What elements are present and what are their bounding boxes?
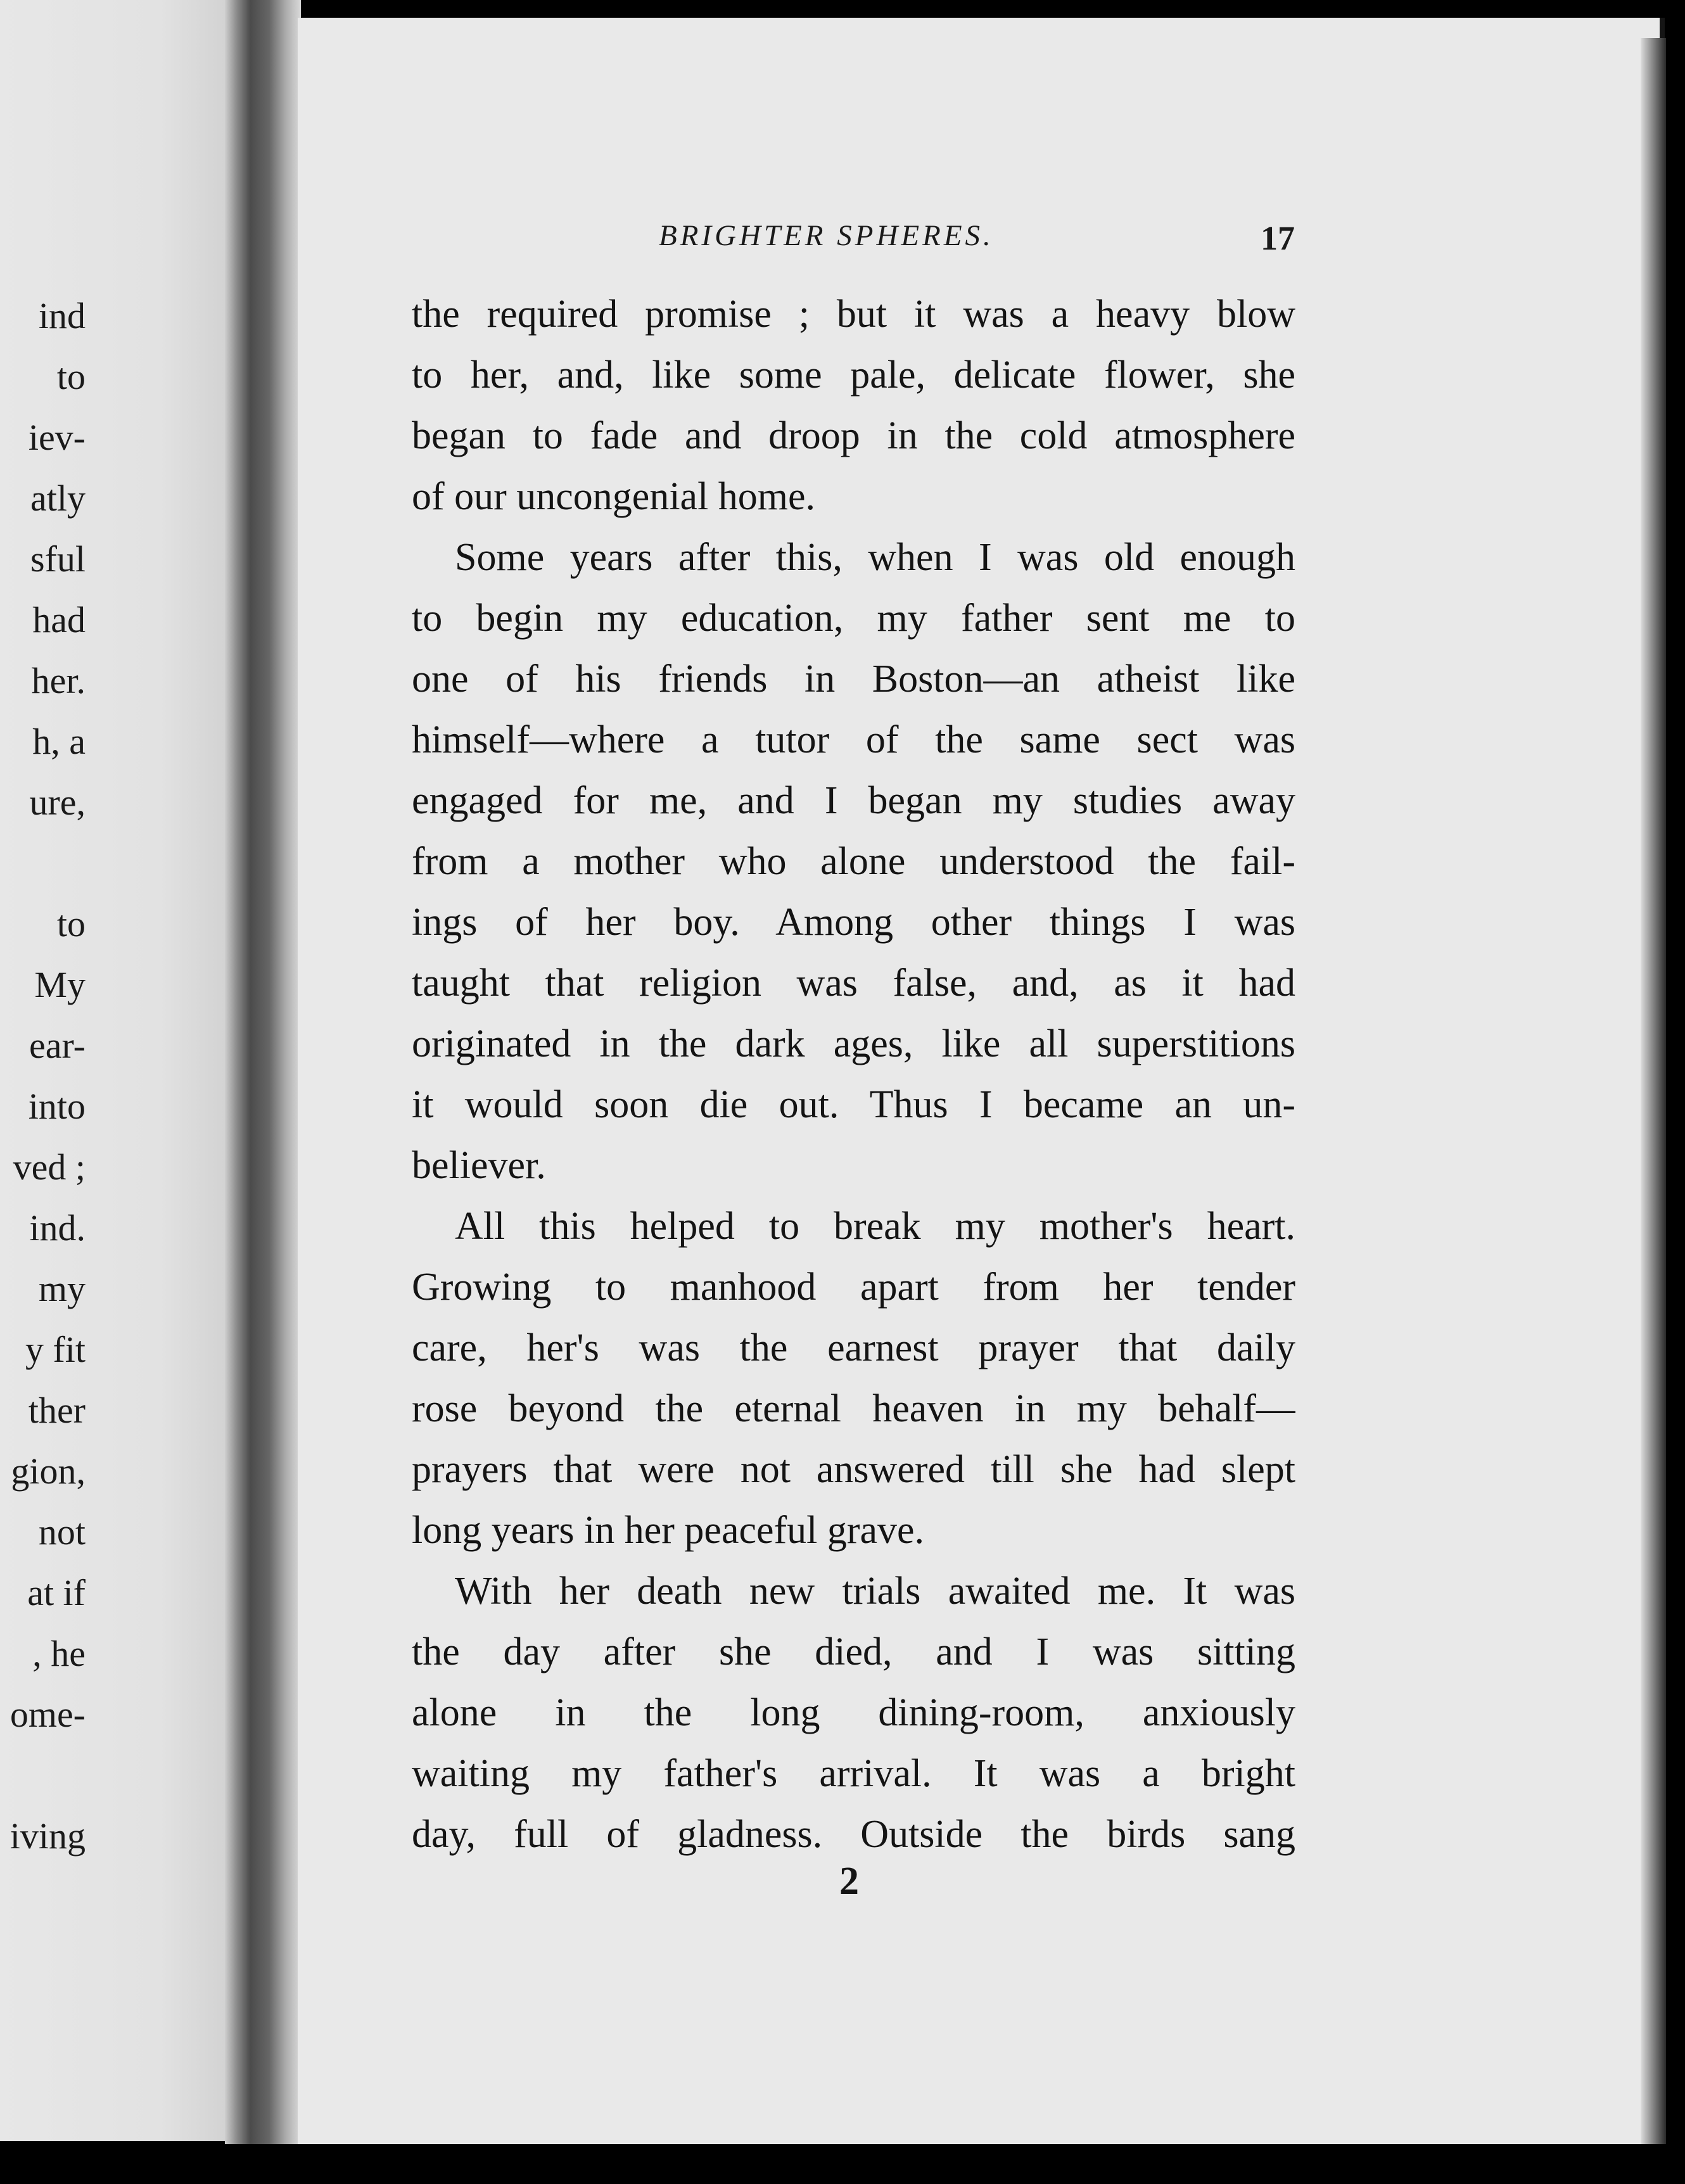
page-number: 17 bbox=[1261, 219, 1295, 257]
text-line: prayers that were not answered till she had slept bbox=[412, 1448, 1295, 1491]
facing-page-line: y fit bbox=[25, 1329, 86, 1370]
text-line: the required promise ; but it was a heavy blow bbox=[412, 293, 1295, 336]
text-line: rose beyond the eternal heaven in my behalf— bbox=[412, 1387, 1295, 1430]
facing-page-line: atly bbox=[30, 478, 86, 519]
text-line: Growing to manhood apart from her tender bbox=[412, 1266, 1295, 1309]
text-line: All this helped to break my mother's heart. bbox=[455, 1205, 1295, 1248]
facing-page-line: ind bbox=[38, 295, 86, 336]
text-line: originated in the dark ages, like all superstitions bbox=[412, 1022, 1295, 1065]
facing-page-line: to bbox=[56, 356, 86, 397]
text-line: engaged for me, and I began my studies away bbox=[412, 779, 1295, 822]
facing-page-line: her. bbox=[31, 660, 86, 701]
facing-page-line: into bbox=[28, 1086, 86, 1127]
facing-page-line: iving bbox=[10, 1815, 86, 1857]
facing-page-line: ear- bbox=[29, 1025, 86, 1066]
facing-page-line: , he bbox=[32, 1633, 86, 1674]
facing-page-line: ved ; bbox=[13, 1146, 86, 1188]
facing-page-text bbox=[0, 0, 228, 2141]
text-line: long years in her peaceful grave. bbox=[412, 1509, 925, 1552]
body-text bbox=[412, 284, 1295, 1865]
text-line: day, full of gladness. Outside the birds sang bbox=[412, 1813, 1295, 1856]
signature-mark: 2 bbox=[839, 1860, 859, 1903]
text-line: taught that religion was false, and, as it had bbox=[412, 962, 1295, 1005]
facing-page-line: at if bbox=[27, 1572, 86, 1613]
text-line: himself—where a tutor of the same sect was bbox=[412, 718, 1295, 761]
facing-page-line: sful bbox=[30, 538, 86, 580]
text-line: of our uncongenial home. bbox=[412, 475, 816, 518]
facing-page-line: my bbox=[38, 1268, 86, 1309]
text-line: Some years after this, when I was old enough bbox=[455, 536, 1295, 579]
facing-page-line: ure, bbox=[29, 782, 86, 823]
text-line: care, her's was the earnest prayer that daily bbox=[412, 1326, 1295, 1369]
running-title: BRIGHTER SPHERES. bbox=[659, 219, 994, 252]
text-line: With her death new trials awaited me. It was bbox=[455, 1570, 1295, 1613]
text-line: it would soon die out. Thus I became an un- bbox=[412, 1083, 1295, 1126]
facing-page-line: ther bbox=[28, 1390, 86, 1431]
text-line: the day after she died, and I was sitting bbox=[412, 1630, 1295, 1673]
facing-page-line: to bbox=[56, 903, 86, 944]
text-line: believer. bbox=[412, 1144, 546, 1187]
facing-page-line: iev- bbox=[28, 417, 86, 458]
text-line: began to fade and droop in the cold atmosphere bbox=[412, 414, 1295, 457]
book-gutter bbox=[225, 0, 301, 2184]
page-edge bbox=[1641, 38, 1666, 2147]
facing-page-line: not bbox=[38, 1511, 86, 1552]
text-line: waiting my father's arrival. It was a bright bbox=[412, 1752, 1295, 1795]
text-line: to begin my education, my father sent me to bbox=[412, 597, 1295, 640]
scan-border bbox=[0, 2144, 1685, 2184]
facing-page-line: My bbox=[34, 964, 86, 1005]
text-line: to her, and, like some pale, delicate flower, she bbox=[412, 353, 1295, 397]
text-line: from a mother who alone understood the fail- bbox=[412, 840, 1295, 883]
facing-page-line: h, a bbox=[32, 721, 86, 762]
facing-page-line: ind. bbox=[29, 1207, 86, 1248]
text-line: alone in the long dining-room, anxiously bbox=[412, 1691, 1295, 1734]
facing-page-line: gion, bbox=[11, 1451, 86, 1492]
text-line: ings of her boy. Among other things I was bbox=[412, 901, 1295, 944]
facing-page-line: ome- bbox=[10, 1694, 86, 1735]
facing-page-line: had bbox=[32, 599, 86, 640]
text-line: one of his friends in Boston—an atheist like bbox=[412, 657, 1295, 701]
